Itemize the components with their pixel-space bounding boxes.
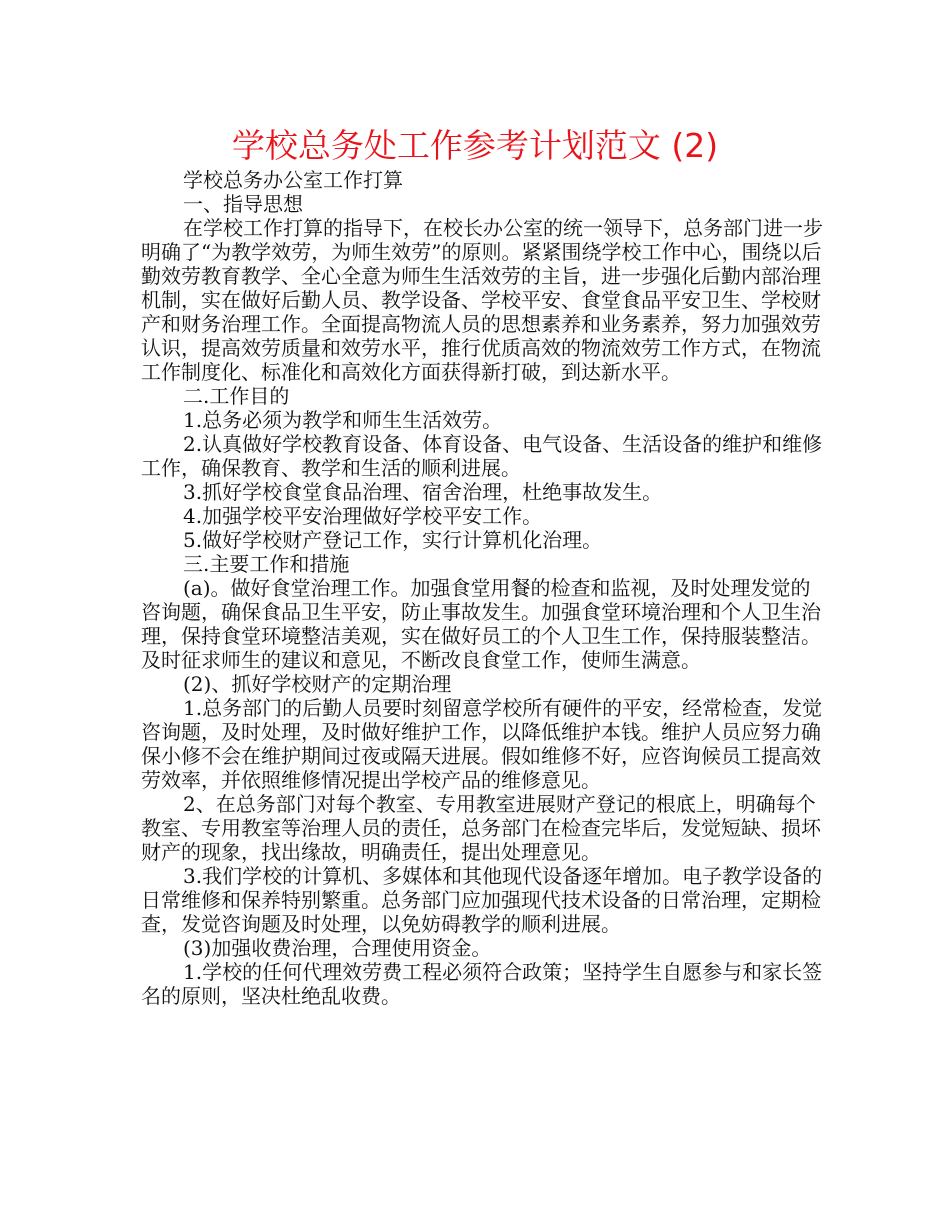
paragraph-fee-item-1: 1.学校的任何代理效劳费工程必须符合政策；坚持学生自愿参与和家长签名的原则，坚决杜绝乱收费。 (141, 960, 823, 1008)
paragraph-goal-3: 3.抓好学校食堂食品治理、宿舍治理，杜绝事故发生。 (183, 480, 663, 504)
paragraph-property-item-2: 2、在总务部门对每个教室、专用教室进展财产登记的根底上，明确每个教室、专用教室等治理人员的责任，总务部门在检查完毕后，发觉短缺、损坏财产的现象，找出缘故，明确责任，提出处理意见。 (141, 792, 821, 864)
document-title: 学校总务处工作参考计划范文 (2) (231, 126, 719, 165)
paragraph-guiding-thought: 在学校工作打算的指导下，在校长办公室的统一领导下，总务部门进一步明确了“为教学效劳，为师生效劳”的原则。紧紧围绕学校工作中心，围绕以后勤效劳教育教学、全心全意为师生生活效劳的主旨，进一步强化后勤内部治理机制，实在做好后勤人员、教学设备、学校平安、食堂食品平安卫生、学校财产和财务治理工作。全面提高物流人员的思想素养和业务素养，努力加强效劳认识，提高效劳质量和效劳水平，推行优质高效的物流效劳工作方式，在物流工作制度化、标准化和高效化方面获得新打破，到达新水平。 (141, 216, 823, 384)
document-body (141, 168, 829, 1008)
paragraph-goal-2: 2.认真做好学校教育设备、体育设备、电气设备、生活设备的维护和维修工作，确保教育、教学和生活的顺利进展。 (141, 432, 823, 480)
subheading-property-management: (2)、抓好学校财产的定期治理 (183, 672, 452, 696)
paragraph-goal-4: 4.加强学校平安治理做好学校平安工作。 (183, 504, 543, 528)
paragraph-plan-heading: 学校总务办公室工作打算 (183, 168, 403, 192)
paragraph-property-item-1: 1.总务部门的后勤人员要时刻留意学校所有硬件的平安，经常检查，发觉咨询题，及时处理，及时做好维护工作，以降低维护本钱。维护人员应努力确保小修不会在维护期间过夜或隔天进展。假如维修不好，应咨询候员工提高效劳效率，并依照维修情况提出学校产品的维修意见。 (141, 696, 823, 792)
paragraph-goal-5: 5.做好学校财产登记工作，实行计算机化治理。 (183, 528, 603, 552)
paragraph-canteen-management: (a)。做好食堂治理工作。加强食堂用餐的检查和监视，及时处理发觉的咨询题，确保食品卫生平安，防止事故发生。加强食堂环境治理和个人卫生治理，保持食堂环境整洁美观，实在做好员工的个人卫生工作，保持服装整洁。及时征求师生的建议和意见，不断改良食堂工作，使师生满意。 (141, 576, 821, 672)
section-heading-guiding-thought: 一、指导思想 (183, 192, 303, 216)
paragraph-property-item-3: 3.我们学校的计算机、多媒体和其他现代设备逐年增加。电子教学设备的日常维修和保养特别繁重。总务部门应加强现代技术设备的日常治理，定期检查，发觉咨询题及时处理，以免妨碍教学的顺利进展。 (141, 864, 823, 936)
section-heading-work-goals: 二.工作目的 (183, 384, 290, 408)
subheading-fee-management: (3)加强收费治理，合理使用资金。 (183, 936, 492, 960)
section-heading-main-work: 三.主要工作和措施 (183, 552, 350, 576)
paragraph-goal-1: 1.总务必须为教学和师生生活效劳。 (183, 408, 503, 432)
